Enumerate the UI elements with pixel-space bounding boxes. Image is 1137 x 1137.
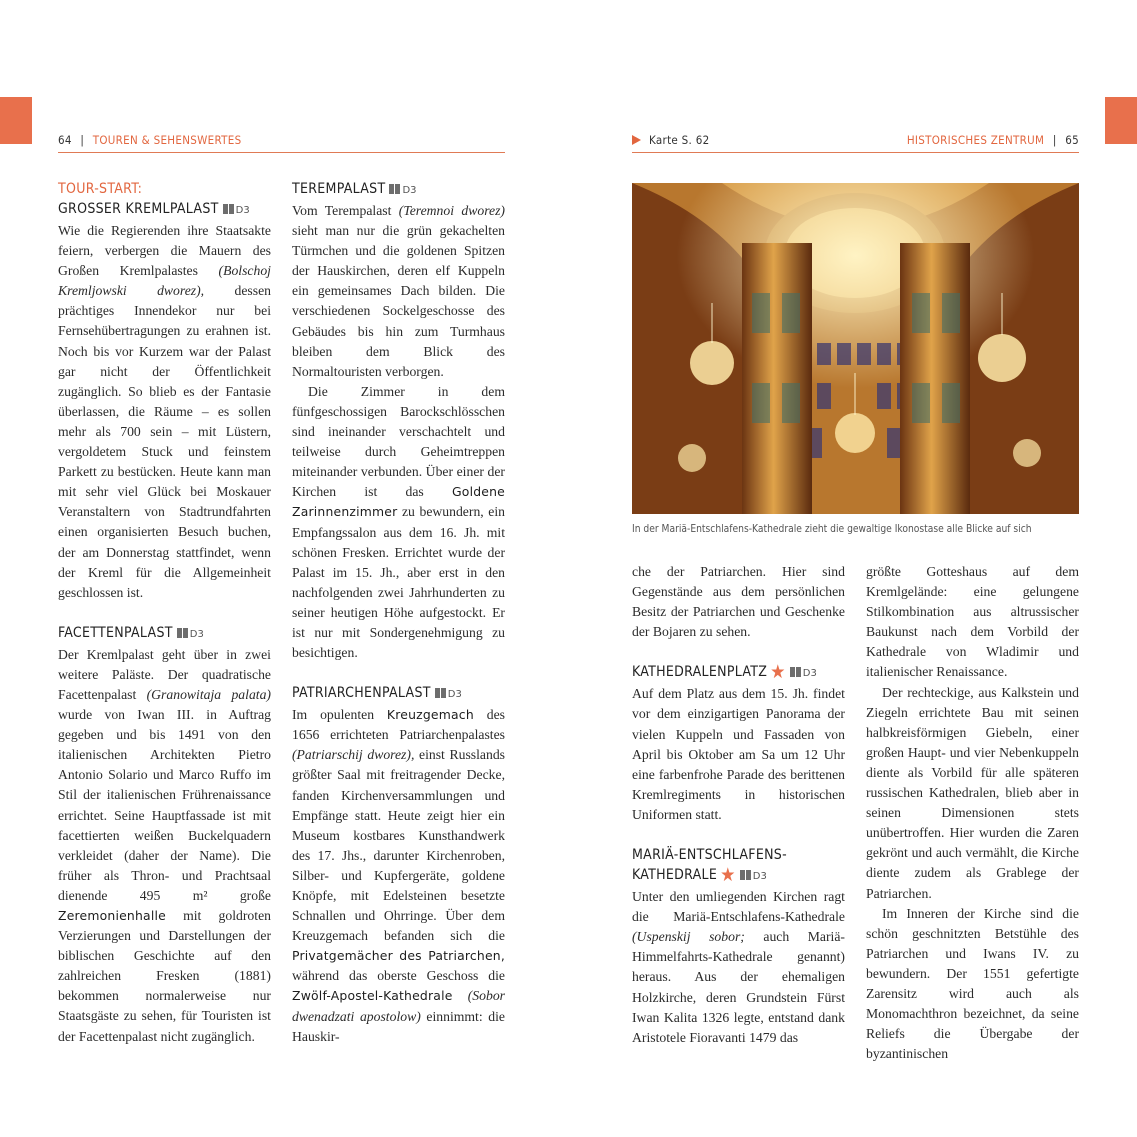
text: des 1656 errichteten Patriarchenpalastes	[292, 707, 505, 743]
heading-terempalast	[292, 179, 505, 201]
map-book-icon	[790, 667, 801, 677]
paragraph: größte Gotteshaus auf dem Kremlgelände: eine gelungene Stilkombination aus altrussischer Baukunst nach dem Vorbild der Kathedrale von Wladimir und italienischer Renaissance.	[866, 564, 1079, 680]
column-3	[632, 562, 845, 1048]
spacer	[632, 642, 845, 662]
star-icon: ★	[720, 864, 736, 887]
paragraph: Der rechteckige, aus Kalkstein und Ziegeln errichtete Bau mit seinen halbkreisförmigen Giebeln, einer großen Haupt- und vier Nebenkuppeln diente als Vorbild für alle späteren russischen Kathedralen, blieb aber in seinen Dimensionen stets unübertroffen. Hier wurden die Zaren gekrönt und auch vermählt, die Kirche diente zudem als Grablege der Patriarchen.	[866, 684, 1079, 901]
heading-text: GROSSER KREMLPALAST	[58, 201, 219, 217]
italic-text: (Uspenskij sobor;	[632, 929, 745, 945]
heading-facettenpalast	[58, 623, 271, 645]
column-2	[292, 179, 505, 1047]
text: sieht man nur die grün gekachelten Türmchen und die goldenen Spitzen der Hauskirchen, deren elf Kuppeln ein gemeinsames Dach bilden. Die verschiedenen Sockelgeschosse des Gebäudes bis hin zum Turmhaus bleiben dem Blick des Normaltouristen verborgen.	[292, 223, 505, 379]
heading-text: TEREMPALAST	[292, 181, 386, 197]
left-section-title: TOUREN & SEHENSWERTES	[92, 133, 242, 147]
map-book-icon	[435, 688, 446, 698]
text: mit goldroten Verzierungen und Darstellungen der biblischen Geschichte auf den zahlreichen Fresken (1881) bekommen normalerweise nur Staatsgäste zu sehen, für Touristen ist der Facettenpalast nicht zugänglich.	[58, 908, 271, 1044]
text: Die Zimmer in dem fünfgeschossigen Barockschlösschen sind ineinander verschachtelt und teilweise durch Geheimtreppen miteinander verbunden. Über einer der Kirchen ist das	[292, 383, 505, 500]
text: einnimmt: die Hauskir-	[292, 1008, 505, 1044]
heading-grosser-kremlpalast	[58, 199, 271, 221]
text: Vom Terempalast	[292, 203, 399, 218]
highlight-term: Privatgemächer des Patriarchen,	[292, 948, 505, 964]
heading-text: MARIÄ-ENTSCHLAFENS-	[632, 847, 787, 864]
text: Wie die Regierenden ihre Staatsakte feiern, verbergen die Mauern des Großen Kremlpalastes	[58, 223, 271, 279]
map-grid-ref: D3	[189, 628, 204, 640]
map-grid-ref: D3	[402, 185, 417, 196]
text: auch Mariä-Himmelfahrts-Kathedrale genannt) heraus. Aus der ehemaligen Holzkirche, deren Grundstein Fürst Iwan Kalita 1326 legte, entstand dank Aristotele Fioravanti 1479 das	[632, 929, 845, 1045]
arrow-right-icon	[632, 135, 641, 145]
cathedral-interior-photo	[632, 183, 1079, 514]
paragraph	[58, 221, 271, 603]
left-page-number: 64	[58, 133, 72, 147]
left-page-tab	[0, 97, 32, 144]
paragraph	[292, 201, 505, 382]
heading-text: FACETTENPALAST	[58, 624, 173, 641]
italic-text: (Sobor dwenadzati apostolow)	[292, 988, 505, 1024]
left-running-header	[58, 131, 241, 149]
map-reference-text: Karte S. 62	[649, 133, 710, 147]
spacer	[292, 663, 505, 683]
heading-text: KATHEDRALE	[632, 867, 718, 884]
map-book-icon	[177, 628, 188, 638]
map-book-icon	[740, 870, 751, 880]
column-1	[58, 179, 271, 1047]
map-grid-ref: D3	[235, 205, 250, 216]
right-page-number: 65	[1065, 133, 1079, 147]
map-grid-ref: D3	[802, 668, 817, 680]
map-grid-ref: D3	[447, 689, 462, 701]
map-grid-ref: D3	[752, 871, 767, 883]
text	[453, 988, 468, 1003]
text: zu bewundern, ein Empfangssalon aus dem 16. Jh. mit schönen Fresken. Errichtet wurde der Palast im 15. Jh., aber erst in den nachfolgenden zwei Jahrhunderten zu seiner heutigen Höhe aufgestockt. Er ist nur mit Sondergenehmigung zu besichtigen.	[292, 504, 505, 661]
italic-text: (Granowitaja palata)	[146, 686, 271, 702]
right-page-tab	[1105, 97, 1137, 144]
italic-text: (Bolschoj Kremljowski dworez),	[58, 263, 271, 299]
paragraph: Im Inneren der Kirche sind die schön geschnitzten Betstühle des Patriarchen und Iwans IV. zu bewundern. Der 1551 gefertigte Zarensitz wird auch als Monomachthron bezeichnet, da seine Reliefs die Übergabe der byzantinischen	[866, 905, 1079, 1062]
text: dessen prächtiges Innendekor nur bei Fernsehübertragungen zu erahnen ist. Noch bis vor Kurzem war der Palast gar nicht der Öffentlichkeit zugänglich. So blieb es der Fantasie überlassen, die Räume – es sollen mehr als 700 sein – mit Lüstern, vergoldetem Stuck und feinstem Parkett zu bestücken. Heute kann man mit sehr viel Glück bei Moskauer Veranstaltern von Stadtrundfahrten einen organisierten Besuch buchen, der am Donnerstag stattfindet, wenn der Kreml für die Allgemeinheit geschlossen ist.	[58, 283, 271, 600]
left-header-rule	[58, 152, 505, 153]
spacer	[58, 603, 271, 623]
right-map-reference[interactable]	[632, 131, 709, 149]
highlight-term: Goldene Zarinnenzimmer	[292, 484, 505, 520]
star-icon: ★	[770, 661, 786, 684]
header-separator: |	[1052, 133, 1057, 147]
right-header-rule	[632, 152, 1079, 153]
column-4	[866, 562, 1079, 1064]
highlight-term: Kreuzgemach	[386, 707, 474, 723]
map-book-icon	[389, 184, 400, 194]
heading-kathedrale	[632, 865, 845, 887]
italic-text: (Teremnoi dworez)	[398, 203, 505, 218]
header-separator: |	[80, 133, 85, 147]
spacer	[632, 825, 845, 845]
heading-kathedralenplatz	[632, 662, 845, 684]
text: einst Russlands größter Saal mit freitragender Decke, fanden Kirchenversammlungen und Empfänge statt. Heute zeigt hier ein Museum kostbares Kunsthandwerk des 17. Jhs., darunter Kirchenroben, Silber- und Kupfergeräte, goldene Knöpfe, mit Edelsteinen besetzte Schnallen und Ohrringe. Über dem Kreuzgemach befanden sich die	[292, 747, 506, 944]
text: wurde von Iwan III. in Auftrag gegeben und bis 1491 von den italienischen Architekten Pietro Antonio Solario und Marco Ruffo im Stil der italienischen Frührenaissance errichtet. Seine Hauptfassade ist mit facettierten weißen Buckelquadern verkleidet (daher der Name). Die früher als Thron- und Prachtsaal dienende 495 m² große	[58, 707, 271, 903]
right-running-header	[907, 131, 1079, 149]
right-section-title: HISTORISCHES ZENTRUM	[906, 133, 1045, 147]
map-book-icon	[223, 204, 234, 214]
italic-text: (Patriarschij dworez),	[292, 747, 415, 763]
text: während das oberste Geschoss die	[292, 968, 505, 984]
paragraph	[292, 705, 505, 1047]
photo-caption: In der Mariä-Entschlafens-Kathedrale zieht die gewaltige Ikonostase alle Blicke auf sich	[632, 524, 1032, 535]
paragraph: Auf dem Platz aus dem 15. Jh. findet vor dem einzigartigen Panorama der vielen Kuppeln und Fassaden von April bis Oktober am Sa um 12 Uhr eine farbenfrohe Parade des berittenen Kremlregiments in historischen Uniformen statt.	[632, 686, 845, 822]
highlight-term: Zwölf-Apostel-Kathedrale	[292, 988, 453, 1004]
text: Im opulenten	[292, 707, 387, 723]
heading-text: KATHEDRALENPLATZ	[632, 664, 768, 681]
paragraph: che der Patriarchen. Hier sind Gegenstände aus dem persönlichen Besitz der Patriarchen und Geschenke der Bojaren zu sehen.	[632, 564, 845, 640]
tour-start-label: TOUR-START:	[58, 181, 143, 197]
heading-patriarchenpalast	[292, 683, 505, 705]
heading-text: PATRIARCHENPALAST	[292, 685, 431, 702]
paragraph	[632, 887, 845, 1048]
paragraph	[58, 645, 271, 1047]
heading-mariae-entschlafens	[632, 845, 845, 865]
highlight-term: Zeremonienhalle	[58, 908, 166, 923]
paragraph	[292, 382, 505, 663]
text: Unter den umliegenden Kirchen ragt die Mariä-Entschlafens-Kathedrale	[632, 889, 845, 925]
iconostasis-illustration	[632, 183, 1079, 514]
text: Der Kremlpalast geht über in zwei weitere Paläste. Der quadratische Facettenpalast	[58, 646, 271, 702]
